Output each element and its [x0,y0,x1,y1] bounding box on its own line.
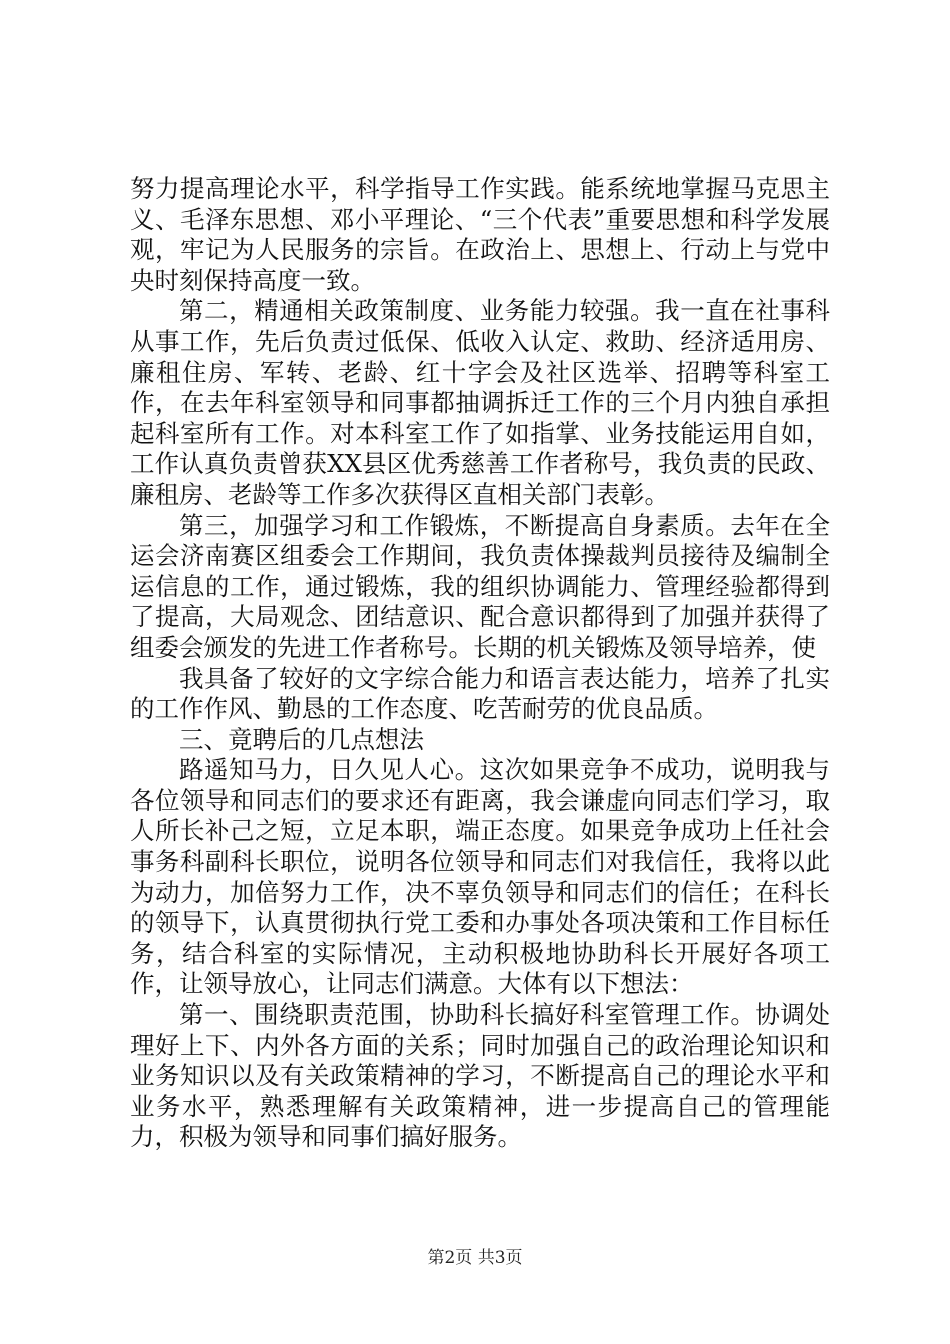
paragraph-post-competition: 路遥知马力，日久见人心。这次如果竞争不成功，说明我与各位领导和同志们的要求还有距离，我会谦虚向同志们学习，取人所长补己之短，立足本职，端正态度。如果竞争成功上任社会事务科副科长职位，说明各位领导和同志们对我信任，我将以此为动力，加倍努力工作，决不辜负领导和同志们的信任；在科长的领导下，认真贯彻执行党工委和办事处各项决策和工作目标任务，结合科室的实际情况，主动积极地协助科长开展好各项工作，让领导放心，让同志们满意。大体有以下想法： [130,755,830,999]
paragraph-second-point: 第二，精通相关政策制度、业务能力较强。我一直在社事科从事工作，先后负责过低保、低收入认定、救助、经济适用房、廉租住房、军转、老龄、红十字会及社区选举、招聘等科室工作，在去年科室领导和同事都抽调拆迁工作的三个月内独自承担起科室所有工作。对本科室工作了如指掌、业务技能运用自如，工作认真负责曾获XX县区优秀慈善工作者称号，我负责的民政、廉租房、老龄等工作多次获得区直相关部门表彰。 [130,296,830,509]
paragraph-first-idea: 第一、围绕职责范围，协助科长搞好科室管理工作。协调处理好上下、内外各方面的关系；同时加强自己的政治理论知识和业务知识以及有关政策精神的学习，不断提高自己的理论水平和业务水平，熟悉理解有关政策精神，进一步提高自己的管理能力，积极为领导和同事们搞好服务。 [130,1000,830,1152]
page-footer: 第2页 共3页 [427,1248,523,1268]
document-body [130,174,830,1153]
paragraph-third-point: 第三，加强学习和工作锻炼，不断提高自身素质。去年在全运会济南赛区组委会工作期间，我负责体操裁判员接待及编制全运信息的工作，通过锻炼，我的组织协调能力、管理经验都得到了提高，大局观念、团结意识、配合意识都得到了加强并获得了组委会颁发的先进工作者称号。长期的机关锻炼及领导培养，使 [130,510,830,662]
paragraph-qualities: 我具备了较好的文字综合能力和语言表达能力，培养了扎实的工作作风、勤恳的工作态度、吃苦耐劳的优良品质。 [130,663,830,724]
paragraph-continuation: 努力提高理论水平，科学指导工作实践。能系统地掌握马克思主义、毛泽东思想、邓小平理论、“三个代表”重要思想和科学发展观，牢记为人民服务的宗旨。在政治上、思想上、行动上与党中央时刻保持高度一致。 [130,174,830,295]
section-heading: 三、竟聘后的几点想法 [179,724,424,754]
